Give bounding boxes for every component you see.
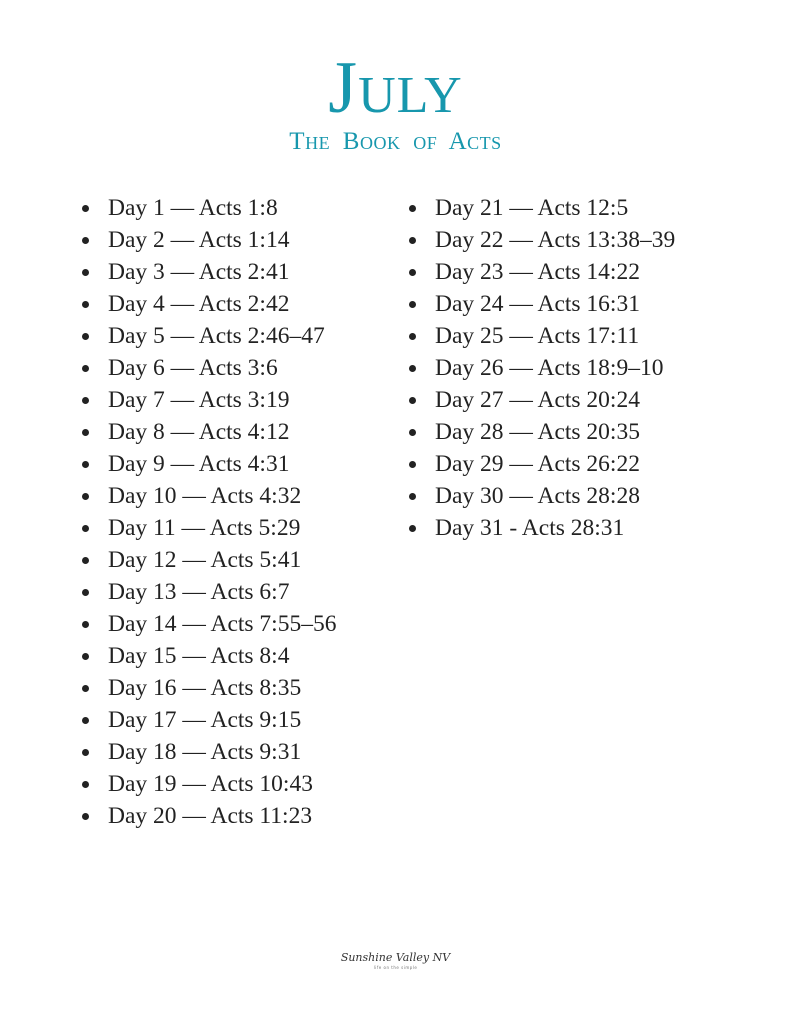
reading-item: Day 25 — Acts 17:11 xyxy=(409,320,675,352)
reading-item: Day 19 — Acts 10:43 xyxy=(82,768,336,800)
reading-item: Day 4 — Acts 2:42 xyxy=(82,288,336,320)
logo-text: Sunshine Valley NV xyxy=(340,951,451,964)
reading-item: Day 18 — Acts 9:31 xyxy=(82,736,336,768)
reading-item: Day 17 — Acts 9:15 xyxy=(82,704,336,736)
reading-item: Day 10 — Acts 4:32 xyxy=(82,480,336,512)
reading-item: Day 14 — Acts 7:55–56 xyxy=(82,608,336,640)
reading-item: Day 23 — Acts 14:22 xyxy=(409,256,675,288)
page-subtitle: The Book of Acts xyxy=(289,128,502,155)
reading-item: Day 26 — Acts 18:9–10 xyxy=(409,352,675,384)
reading-item: Day 3 — Acts 2:41 xyxy=(82,256,336,288)
reading-item: Day 12 — Acts 5:41 xyxy=(82,544,336,576)
brand-logo xyxy=(0,951,791,971)
reading-list-left xyxy=(82,192,336,832)
reading-item: Day 29 — Acts 26:22 xyxy=(409,448,675,480)
reading-item: Day 22 — Acts 13:38–39 xyxy=(409,224,675,256)
reading-item: Day 2 — Acts 1:14 xyxy=(82,224,336,256)
reading-item: Day 16 — Acts 8:35 xyxy=(82,672,336,704)
reading-item: Day 7 — Acts 3:19 xyxy=(82,384,336,416)
reading-item: Day 15 — Acts 8:4 xyxy=(82,640,336,672)
logo-tagline: life on the simple xyxy=(373,965,418,970)
reading-item: Day 1 — Acts 1:8 xyxy=(82,192,336,224)
reading-item: Day 21 — Acts 12:5 xyxy=(409,192,675,224)
reading-item: Day 13 — Acts 6:7 xyxy=(82,576,336,608)
reading-item: Day 24 — Acts 16:31 xyxy=(409,288,675,320)
reading-list-right xyxy=(409,192,675,544)
reading-item: Day 8 — Acts 4:12 xyxy=(82,416,336,448)
reading-item: Day 27 — Acts 20:24 xyxy=(409,384,675,416)
reading-item: Day 5 — Acts 2:46–47 xyxy=(82,320,336,352)
reading-item: Day 20 — Acts 11:23 xyxy=(82,800,336,832)
reading-item: Day 30 — Acts 28:28 xyxy=(409,480,675,512)
page-title: July xyxy=(328,47,463,129)
reading-item: Day 11 — Acts 5:29 xyxy=(82,512,336,544)
reading-item: Day 28 — Acts 20:35 xyxy=(409,416,675,448)
reading-item: Day 6 — Acts 3:6 xyxy=(82,352,336,384)
reading-item: Day 31 - Acts 28:31 xyxy=(409,512,675,544)
reading-item: Day 9 — Acts 4:31 xyxy=(82,448,336,480)
